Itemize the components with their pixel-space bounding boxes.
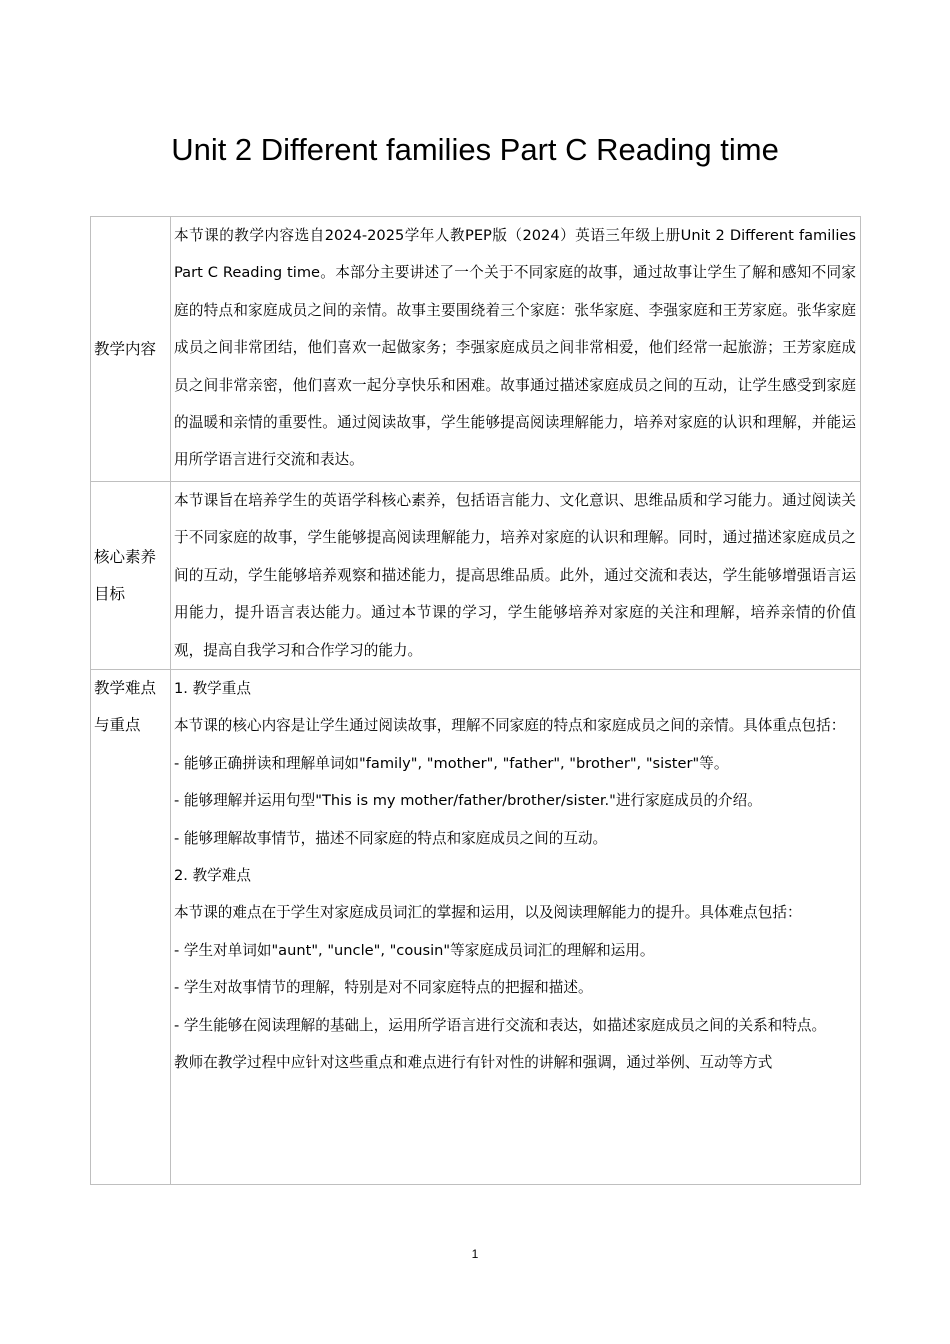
row-header-core-competency [91, 482, 171, 670]
paragraph: 本节课旨在培养学生的英语学科核心素养，包括语言能力、文化意识、思维品质和学习能力。通过阅读关于不同家庭的故事，学生能够提高阅读理解能力，培养对家庭的认识和理解。同时，通过描述家庭成员之间的互动，学生能够培养观察和描述能力，提高思维品质。此外，通过交流和表达，学生能够增强语言运用能力，提升语言表达能力。通过本节课的学习，学生能够培养对家庭的关注和理解，培养亲情的价值观，提高自我学习和合作学习的能力。 [174, 492, 856, 659]
section-heading: 1. 教学重点 [174, 680, 251, 698]
list-item: - 学生对故事情节的理解，特别是对不同家庭特点的把握和描述。 [174, 979, 593, 997]
paragraph: 本节课的难点在于学生对家庭成员词汇的掌握和运用，以及阅读理解能力的提升。具体难点包括： [174, 904, 802, 922]
document-title: Unit 2 Different families Part C Reading time [171, 132, 779, 167]
paragraph: 本节课的教学内容选自2024-2025学年人教PEP版（2024）英语三年级上册Unit 2 Different families Part C Reading time。本部分主要讲述了一个关于不同家庭的故事，通过故事让学生了解和感知不同家庭的特点和家庭成员之间的亲情。故事主要围绕着三个家庭：张华家庭、李强家庭和王芳家庭。张华家庭成员之间非常团结，他们喜欢一起做家务；李强家庭成员之间非常相爱，他们经常一起旅游；王芳家庭成员之间非常亲密，他们喜欢一起分享快乐和困难。故事通过描述家庭成员之间的互动，让学生感受到家庭的温暖和亲情的重要性。通过阅读故事，学生能够提高阅读理解能力，培养对家庭的认识和理解，并能运用所学语言进行交流和表达。 [174, 227, 856, 469]
paragraph: 本节课的核心内容是让学生通过阅读故事，理解不同家庭的特点和家庭成员之间的亲情。具体重点包括： [174, 717, 846, 735]
row-body-key-difficult-points [171, 670, 861, 1185]
table-row [91, 482, 861, 670]
table-row [91, 217, 861, 482]
row-body-core-competency [171, 482, 861, 670]
list-item: - 能够理解并运用句型"This is my mother/father/brother/sister."进行家庭成员的介绍。 [174, 792, 762, 810]
row-header-label: 教学内容 [94, 339, 157, 358]
row-body-teaching-content [171, 217, 861, 482]
section-heading: 2. 教学难点 [174, 867, 251, 885]
row-header-label: 核心素养目标 [94, 547, 157, 603]
row-header-label: 教学难点与重点 [94, 679, 157, 735]
list-item: - 学生对单词如"aunt", "uncle", "cousin"等家庭成员词汇的理解和运用。 [174, 941, 655, 959]
list-item: - 学生能够在阅读理解的基础上，运用所学语言进行交流和表达，如描述家庭成员之间的关系和特点。 [174, 1016, 827, 1034]
list-item: - 能够理解故事情节，描述不同家庭的特点和家庭成员之间的互动。 [174, 829, 608, 847]
table-row [91, 670, 861, 1185]
lesson-plan-table [90, 216, 861, 1185]
list-item: - 能够正确拼读和理解单词如"family", "mother", "father", "brother", "sister"等。 [174, 754, 729, 772]
paragraph: 教师在教学过程中应针对这些重点和难点进行有针对性的讲解和强调，通过举例、互动等方式 [174, 1054, 773, 1072]
row-header-teaching-content [91, 217, 171, 482]
row-header-key-difficult-points [91, 670, 171, 1185]
page-number: 1 [471, 1247, 479, 1261]
